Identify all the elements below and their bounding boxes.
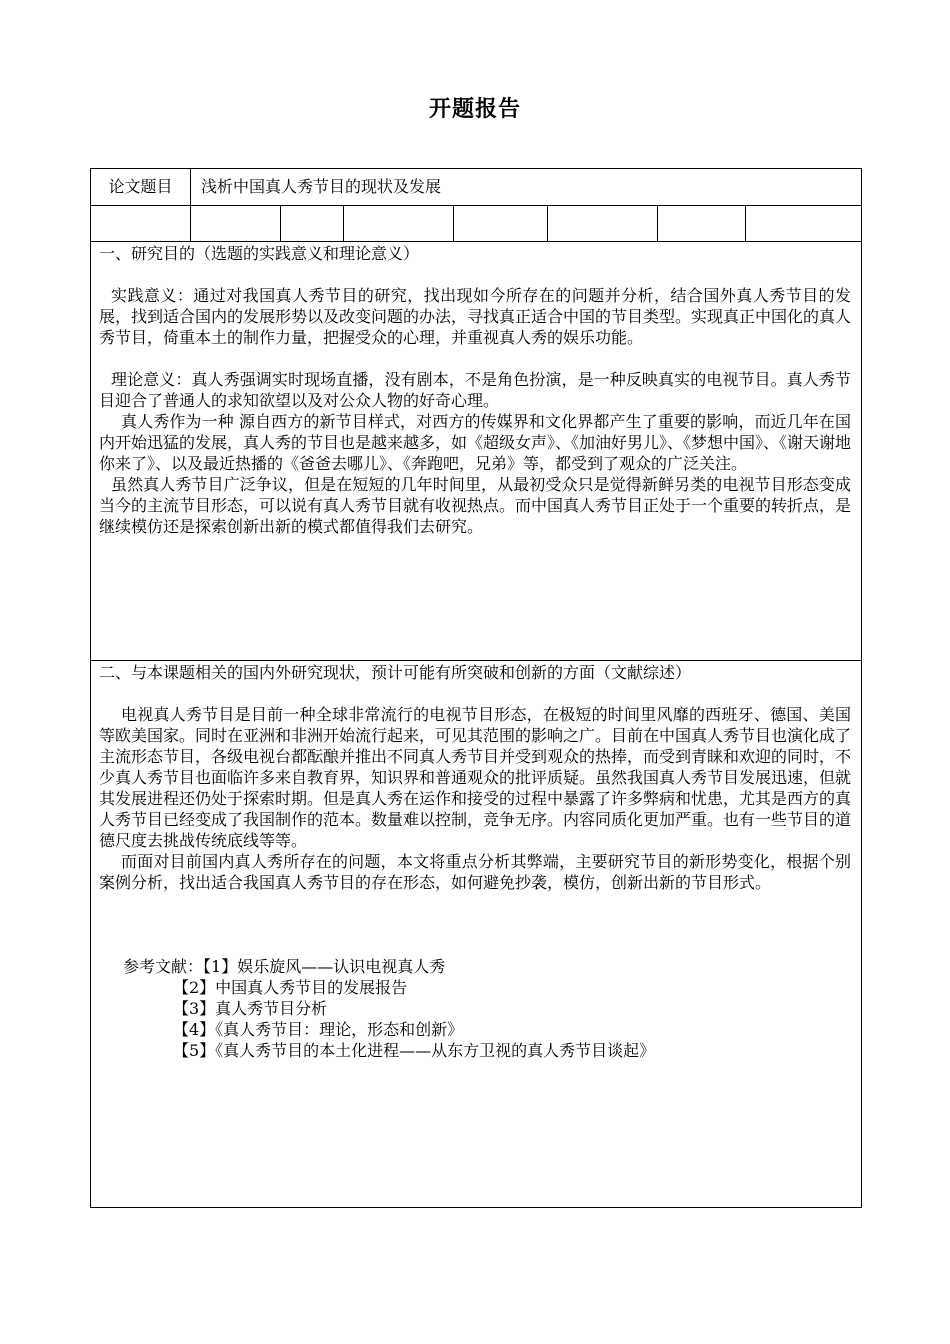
reference-item: 【2】中国真人秀节目的发展报告	[173, 978, 408, 997]
thesis-title-label: 论文题目	[91, 169, 191, 205]
reference-item: 【5】《真人秀节目的本土化进程——从东方卫视的真人秀节目谈起》	[173, 1041, 656, 1060]
table-divider	[453, 206, 454, 241]
theoretical-significance-paragraph: 理论意义：真人秀强调实时现场直播，没有剧本，不是角色扮演，是一种反映真实的电视节目。真人秀节目迎合了普通人的求知欲望以及对公众人物的好奇心理。	[99, 370, 851, 410]
proposal-form	[90, 168, 862, 1208]
body-paragraph: 电视真人秀节目是目前一种全球非常流行的电视节目形态，在极短的时间里风靡的西班牙、德国、美国等欧美国家。同时在亚洲和非洲开始流行起来，可见其范围的影响之广。目前在中国真人秀节目也演化成了主流形态节目，各级电视台都酝酿并推出不同真人秀节目并受到观众的热捧，而受到青睐和欢迎的同时，不少真人秀节目也面临许多来自教育界，知识界和普通观众的批评质疑。虽然我国真人秀节目发展迅速，但就其发展进程还仍处于探索时期。但是真人秀在运作和接受的过程中暴露了许多弊病和忧患，尤其是西方的真人秀节目已经变成了我国制作的范本。数量难以控制，竞争无序。内容同质化更加严重。也有一些节目的道德尺度去挑战传统底线等等。	[99, 705, 852, 850]
thesis-title-row	[91, 169, 861, 206]
practical-significance-paragraph: 实践意义：通过对我国真人秀节目的研究，找出现如今所存在的问题并分析，结合国外真人秀节目的发展，找到适合国内的发展形势以及改变问题的办法，寻找真正适合中国的节目类型。实现真正中国化的真人秀节目，倚重本土的制作力量，把握受众的心理，并重视真人秀的娱乐功能。	[99, 286, 852, 347]
table-divider	[745, 206, 746, 241]
references-label: 参考文献：	[123, 957, 204, 976]
thesis-title-value: 浅析中国真人秀节目的现状及发展	[201, 177, 442, 196]
reference-item: 参考文献：【1】娱乐旋风——认识电视真人秀	[123, 957, 446, 976]
reference-item: 【4】《真人秀节目：理论，形态和创新》	[173, 1020, 464, 1039]
body-paragraph: 而面对目前国内真人秀所存在的问题，本文将重点分析其弊端，主要研究节目的新形势变化，根据个别案例分析，找出适合我国真人秀节目的存在形态，如何避免抄袭，模仿，创新出新的节目形式。	[99, 852, 851, 892]
references-list	[99, 956, 851, 1061]
body-paragraph: 真人秀作为一种 源自西方的新节目样式，对西方的传媒界和文化界都产生了重要的影响，而近几年在国内开始迅猛的发展，真人秀的节目也是越来越多，如《超级女声》、《加油好男儿》、《梦想中国》、《谢天谢地你来了》、以及最近热播的《爸爸去哪儿》、《奔跑吧，兄弟》等，都受到了观众的广泛关注。	[99, 412, 852, 473]
table-divider	[657, 206, 658, 241]
page-title: 开题报告	[428, 96, 521, 122]
table-divider	[190, 206, 191, 241]
table-divider	[280, 206, 281, 241]
body-paragraph: 虽然真人秀节目广泛争议，但是在短短的几年时间里，从最初受众只是觉得新鲜另类的电视节目形态变成当今的主流节目形态，可以说有真人秀节目就有收视热点。而中国真人秀节目正处于一个重要的转折点，是继续模仿还是探索创新出新的模式都值得我们去研究。	[99, 475, 852, 536]
table-divider	[547, 206, 548, 241]
table-divider	[343, 206, 344, 241]
section1-heading: 一、研究目的（选题的实践意义和理论意义）	[99, 244, 420, 263]
section2-heading: 二、与本课题相关的国内外研究现状，预计可能有所突破和创新的方面（文献综述）	[99, 663, 692, 682]
reference-item: 【3】真人秀节目分析	[173, 999, 328, 1018]
literature-review-section	[91, 661, 861, 1207]
research-purpose-section	[91, 242, 861, 661]
blank-info-row	[91, 206, 861, 242]
